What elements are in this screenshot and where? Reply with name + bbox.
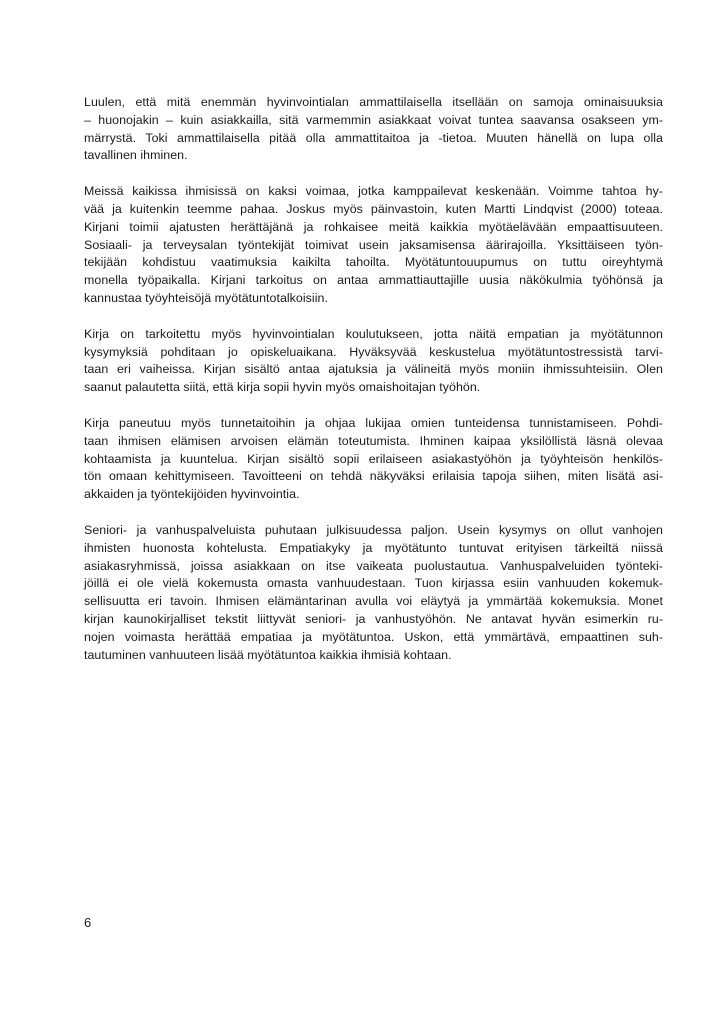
- paragraph-2: [84, 183, 663, 308]
- text-line: Luulen, että mitä enemmän hyvinvointialan ammattilaisella itsellään on samoja ominaisuuksia: [84, 95, 663, 109]
- text-line: Meissä kaikissa ihmisissä on kaksi voimaa, jotka kamppailevat keskenään. Voimme tahtoa hy-: [84, 184, 663, 199]
- text-line: kannustaa työyhteisöjä myötätuntotalkoisiin.: [84, 290, 328, 305]
- text-line: kysymyksiä pohditaan jo opiskeluaikana. Hyväksyvää keskustelua myötätuntostressistä tarvi-: [84, 344, 663, 359]
- text-line: Kirja paneutuu myös tunnetaitoihin ja ohjaa lukijaa omien tunteidensa tunnistamiseen. Pohdi-: [84, 415, 663, 430]
- body-text: [84, 94, 663, 682]
- text-line: Sosiaali- ja terveysalan työntekijät toimivat usein jaksamisensa äärirajoilla. Yksittäiseen työn-: [84, 237, 663, 252]
- text-line: monella työpaikalla. Kirjani tarkoitus on antaa ammattiauttajille uusia näkökulmia työhönsä ja: [84, 273, 663, 288]
- text-line: sellisuutta eri tavoin. Ihmisen elämäntarinan avulla voi eläytyä ja ymmärtää kokemuksia. Monet: [84, 594, 663, 609]
- text-line: taan ihmisen elämisen arvoisen elämän toteutumista. Ihminen kaipaa yksilöllistä läsnä olevaa: [84, 433, 663, 448]
- text-line: asiakasryhmissä, joissa asiakkaan on itse vaikeata puolustautua. Vanhuspalveluiden työnteki-: [84, 558, 663, 573]
- text-line: nojen voimasta herättää empatiaa ja myötätuntoa. Uskon, että ymmärtävä, empaattinen suh-: [84, 629, 663, 644]
- text-line: tavallinen ihminen.: [84, 148, 188, 163]
- text-line: saanut palautetta siitä, että kirja sopii hyvin myös omaishoitajan työhön.: [84, 380, 481, 395]
- text-line: akkaiden ja työntekijöiden hyvinvointia.: [84, 487, 300, 502]
- text-line: Kirja on tarkoitettu myös hyvinvointialan koulutukseen, jotta näitä empatian ja myötätunnon: [84, 326, 663, 341]
- text-line: Seniori- ja vanhuspalveluista puhutaan julkisuudessa paljon. Usein kysymys on ollut vanhojen: [84, 522, 663, 537]
- text-line: – huonojakin – kuin asiakkailla, sitä varmemmin asiakkaat voivat tuntea saavansa osakseen ym-: [84, 112, 663, 127]
- text-line: märrystä. Toki ammattilaisella pitää olla ammattitaitoa ja -tietoa. Muuten hänellä on lupa olla: [84, 130, 663, 145]
- paragraph-3: [84, 326, 663, 397]
- text-line: jöillä ei ole vielä kokemusta omasta vanhuudestaan. Tuon kirjassa esiin vanhuuden kokemuk-: [84, 576, 663, 591]
- text-line: taan eri vaiheissa. Kirjan sisältö antaa ajatuksia ja välineitä myös moniin ihmissuhteisiin. Olen: [84, 362, 663, 377]
- paragraph-5: [84, 522, 663, 664]
- text-line: tautuminen vanhuuteen lisää myötätuntoa kaikkia ihmisiä kohtaan.: [84, 647, 452, 662]
- text-line: kohtaamista ja kuuntelua. Kirjan sisältö sopii erilaiseen asiakastyöhön ja työyhteisön henkilös-: [84, 451, 663, 466]
- text-line: Kirjani toimii ajatusten herättäjänä ja rohkaisee meitä kaikkia myötäelävään empaattisuuteen.: [84, 219, 663, 234]
- page-number: 6: [84, 915, 92, 930]
- paragraph-4: [84, 415, 663, 504]
- text-line: tekijään kohdistuu vaatimuksia kaikilta tahoilta. Myötätuntouupumus on tuttu oireyhtymä: [84, 255, 663, 270]
- text-line: kirjan kaunokirjalliset tekstit liittyvät seniori- ja vanhustyöhön. Ne antavat hyvän esimerkin ru-: [84, 611, 663, 626]
- text-line: tön omaan kehittymiseen. Tavoitteeni on tehdä näkyväksi erilaisia tapoja siihen, miten lisätä asi-: [84, 469, 663, 484]
- paragraph-1: [84, 94, 663, 165]
- text-line: vää ja kuitenkin teemme pahaa. Joskus myös päinvastoin, kuten Martti Lindqvist (2000) toteaa.: [84, 201, 663, 216]
- text-line: ihmisten huonosta kohtelusta. Empatiakyky ja myötätunto tuntuvat erityisen tärkeiltä niissä: [84, 540, 663, 555]
